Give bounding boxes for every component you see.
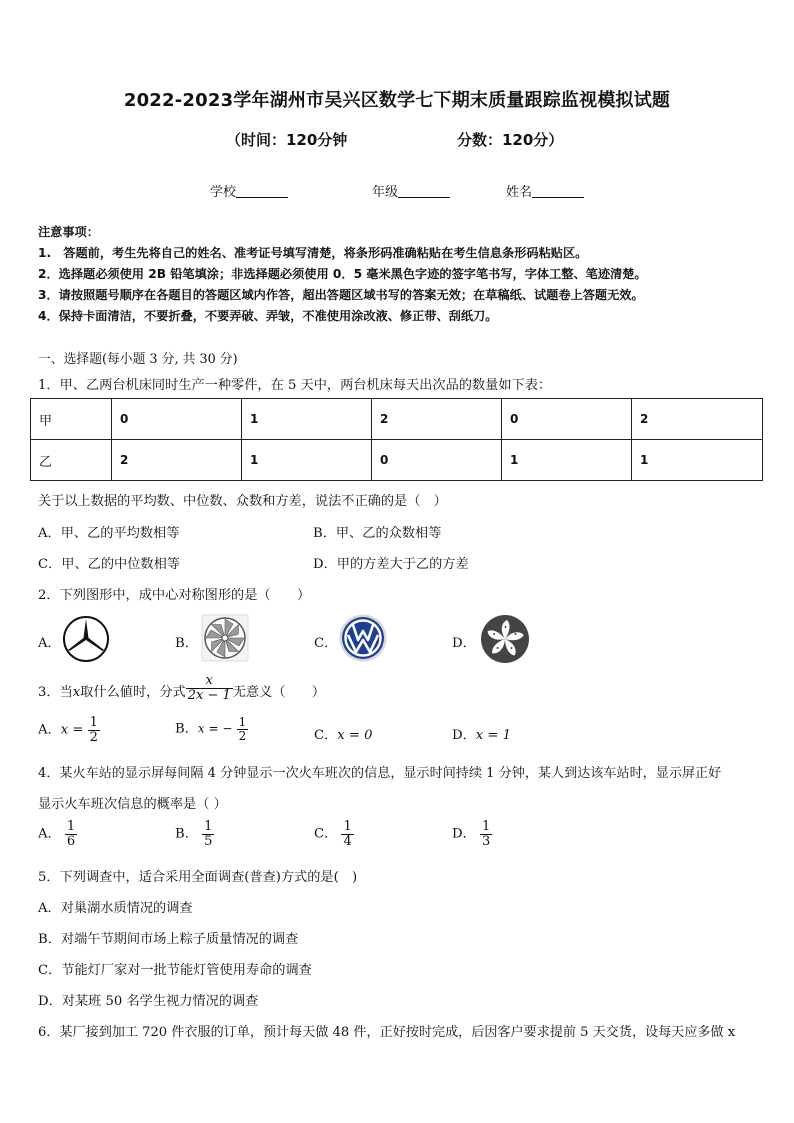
school-blank (236, 184, 288, 198)
table-row (31, 399, 763, 440)
q4-option-a (38, 820, 77, 848)
q3-a-label: A． (38, 722, 61, 738)
table-cell: 0 (502, 399, 632, 440)
q3-option-a (38, 716, 100, 744)
q3-b-den: 2 (238, 728, 247, 743)
q4-option-b (175, 820, 214, 848)
q3-frac-den: 2x − 1 (187, 688, 231, 703)
grade-label: 年级 (372, 185, 399, 200)
q5-option-c: C．节能灯厂家对一批节能灯管使用寿命的调查 (38, 963, 312, 978)
table-cell: 1 (242, 399, 372, 440)
grade-blank (398, 184, 450, 198)
q4-a-frac (65, 820, 77, 848)
q2-stem: 2．下列图形中，成中心对称图形的是（ ） (38, 588, 311, 603)
q3-b-frac (237, 716, 249, 742)
q3-a-den: 2 (89, 729, 98, 745)
note-item: 3．请按照题号顺序在各题目的答题区域内作答，超出答题区域书写的答案无效；在草稿纸、试题卷上答题无效。 (38, 288, 644, 302)
table-cell: 2 (372, 399, 502, 440)
notes-heading: 注意事项： (38, 225, 99, 239)
note-item: 2．选择题必须使用 2B 铅笔填涂；非选择题必须使用 0．5 毫米黑色字迹的签字笔书写，字体工整、笔迹清楚。 (38, 267, 647, 281)
q4-c-num: 1 (343, 819, 352, 834)
q1-table (30, 398, 763, 481)
school-field (210, 181, 288, 200)
exam-score: 分数：120分） (457, 131, 564, 149)
q4-b-frac (202, 820, 214, 848)
table-cell: 2 (112, 440, 242, 481)
note-item: 4．保持卡面清洁，不要折叠，不要弄破、弄皱，不准使用涂改液、修正带、刮纸刀。 (38, 309, 498, 323)
q4-b-den: 5 (204, 833, 213, 849)
q4-d-label: D． (452, 826, 476, 842)
q5-option-b: B．对端午节期间市场上粽子质量情况的调查 (38, 932, 299, 947)
q3-c-label: C． (314, 728, 338, 743)
q1-stem: 1．甲、乙两台机床同时生产一种零件，在 5 天中，两台机床每天出次品的数量如下表： (38, 378, 552, 393)
q3-c-eq: x = 0 (337, 728, 373, 743)
section-heading: 一、选择题(每小题 3 分, 共 30 分) (38, 352, 238, 367)
q4-d-den: 3 (481, 833, 491, 849)
q4-d-num: 1 (481, 819, 491, 834)
table-cell: 1 (242, 440, 372, 481)
q1-option-b: B．甲、乙的众数相等 (313, 526, 442, 541)
q3-stem-mid: 取什么値时，分式 (80, 685, 186, 700)
name-blank (532, 184, 584, 198)
q3-stem-pre: 3．当 (38, 685, 73, 700)
q2-option-a: A． (38, 636, 61, 651)
volkswagen-logo (338, 613, 388, 663)
table-cell: 2 (632, 399, 763, 440)
q3-d-label: D． (452, 728, 476, 743)
q5-option-d: D．对某班 50 名学生视力情况的调查 (38, 994, 259, 1009)
q1-option-a: A．甲、乙的平均数相等 (38, 526, 180, 541)
q4-a-label: A． (38, 826, 61, 842)
q5-stem: 5．下列调查中，适合采用全面调查(普查)方式的是( ) (38, 870, 358, 885)
name-field (506, 181, 584, 200)
table-row (31, 440, 763, 481)
q1-option-c: C．甲、乙的中位数相等 (38, 557, 180, 572)
q3-a-eq: x = (60, 722, 84, 738)
exam-time: （时间：120分钟 (226, 131, 348, 149)
q4-a-den: 6 (66, 833, 76, 849)
q4-b-num: 1 (204, 819, 213, 834)
q3-b-label: B． (175, 721, 198, 737)
q3-option-c (314, 724, 373, 743)
table-cell: 甲 (31, 399, 112, 440)
q2-option-d: D． (452, 636, 476, 651)
q4-option-c (314, 820, 354, 848)
q3-b-num: 1 (238, 715, 247, 729)
q3-a-frac (88, 716, 100, 744)
q3-frac-num: x (186, 674, 233, 689)
q2-option-b: B． (175, 636, 198, 651)
q4-c-label: C． (314, 826, 338, 842)
q3-b-eq: x = − (197, 721, 233, 736)
q3-d-eq: x = 1 (475, 728, 512, 743)
q3-a-num: 1 (89, 715, 98, 730)
table-cell: 乙 (31, 440, 112, 481)
q4-d-frac (480, 820, 492, 848)
q4-a-num: 1 (66, 819, 76, 834)
q4-b-label: B． (175, 826, 198, 842)
q3-option-b (175, 716, 248, 742)
q4-stem-line2: 显示火车班次信息的概率是（ ） (38, 797, 227, 812)
q4-c-den: 4 (343, 833, 352, 849)
name-label: 姓名 (506, 185, 533, 200)
q6-stem: 6．某厂接到加工 720 件衣服的订单，预计每天做 48 件，正好按时完成，后因客户要求提前 5 天交货，设每天应多做 x (38, 1025, 736, 1040)
q4-c-frac (341, 820, 353, 848)
mercedes-logo (61, 614, 111, 664)
q2-option-c: C． (314, 636, 338, 651)
bauhinia-logo (480, 614, 530, 664)
pinwheel-logo (201, 614, 249, 662)
table-cell: 0 (372, 440, 502, 481)
q3-fraction (186, 674, 233, 702)
school-label: 学校 (210, 185, 237, 200)
q3-stem (38, 673, 326, 703)
q3-stem-post: 无意义（ ） (232, 685, 326, 700)
exam-title: 2022-2023学年湖州市吴兴区数学七下期末质量跟踪监视模拟试题 (123, 90, 671, 111)
q1-question: 关于以上数据的平均数、中位数、众数和方差，说法不正确的是（ ） (38, 494, 447, 509)
grade-field (372, 181, 450, 200)
q3-var: x (72, 685, 81, 700)
table-cell: 1 (502, 440, 632, 481)
table-cell: 1 (632, 440, 763, 481)
table-cell: 0 (112, 399, 242, 440)
q5-option-a: A．对巢湖水质情况的调查 (38, 901, 193, 916)
q4-stem-line1: 4．某火车站的显示屏每间隔 4 分钟显示一次火车班次的信息，显示时间持续 1 分钟，某人到达该车站时，显示屏正好 (38, 766, 722, 781)
q1-option-d: D．甲的方差大于乙的方差 (313, 557, 469, 572)
q4-option-d (452, 820, 492, 848)
q3-option-d (452, 724, 511, 743)
note-item: 1. 答题前，考生先将自己的姓名、准考证号填写清楚，将条形码准确粘贴在考生信息条形码粘贴区。 (38, 246, 588, 260)
